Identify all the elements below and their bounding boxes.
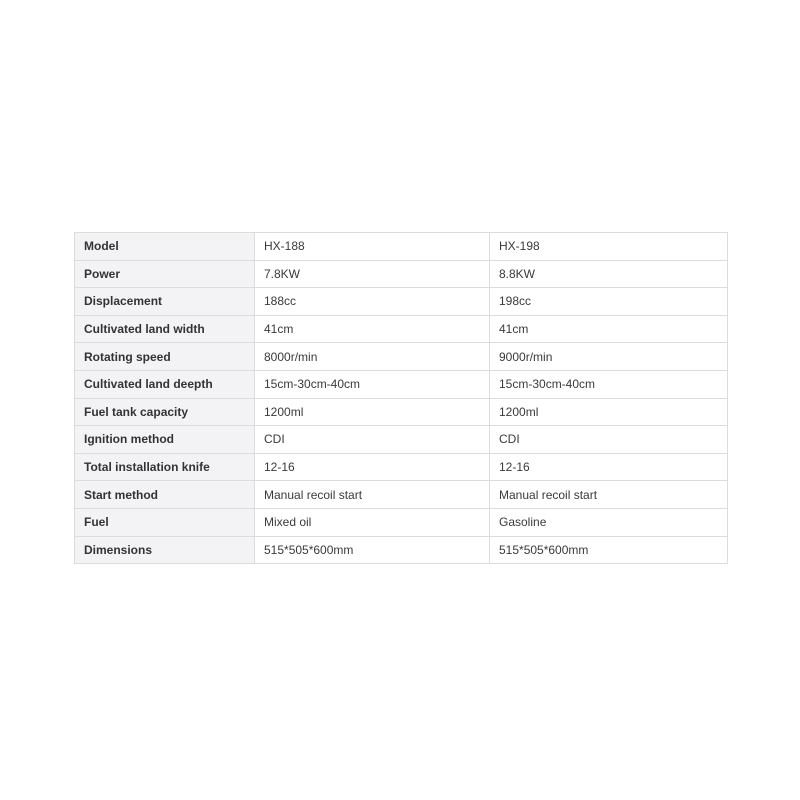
row-value-model-1: 515*505*600mm [255,536,490,564]
table-row [75,398,728,426]
row-label: Rotating speed [75,343,255,371]
row-label: Fuel [75,508,255,536]
row-label: Cultivated land deepth [75,370,255,398]
row-value-model-1: Mixed oil [255,508,490,536]
row-value-model-2: Gasoline [490,508,728,536]
row-value-model-1: 7.8KW [255,260,490,288]
table-row [75,233,728,261]
row-label: Dimensions [75,536,255,564]
row-value-model-1: 8000r/min [255,343,490,371]
table-row [75,343,728,371]
row-value-model-1: 41cm [255,315,490,343]
row-value-model-2: CDI [490,426,728,454]
row-value-model-1: CDI [255,426,490,454]
table-row [75,260,728,288]
table-row [75,453,728,481]
row-label: Model [75,233,255,261]
row-value-model-2: 15cm-30cm-40cm [490,370,728,398]
row-value-model-2: 12-16 [490,453,728,481]
row-value-model-2: 8.8KW [490,260,728,288]
row-value-model-1: 12-16 [255,453,490,481]
row-value-model-2: HX-198 [490,233,728,261]
table-row [75,315,728,343]
row-value-model-2: 515*505*600mm [490,536,728,564]
table-row [75,508,728,536]
row-label: Ignition method [75,426,255,454]
row-value-model-1: 1200ml [255,398,490,426]
row-label: Start method [75,481,255,509]
spec-table [74,232,728,564]
table-row [75,426,728,454]
table-row [75,288,728,316]
table-row [75,481,728,509]
row-label: Cultivated land width [75,315,255,343]
row-label: Displacement [75,288,255,316]
row-value-model-1: 188cc [255,288,490,316]
row-value-model-2: 198cc [490,288,728,316]
row-value-model-2: 1200ml [490,398,728,426]
table-row [75,536,728,564]
row-label: Power [75,260,255,288]
row-label: Total installation knife [75,453,255,481]
row-value-model-2: 41cm [490,315,728,343]
row-value-model-2: Manual recoil start [490,481,728,509]
row-value-model-1: 15cm-30cm-40cm [255,370,490,398]
row-value-model-2: 9000r/min [490,343,728,371]
row-label: Fuel tank capacity [75,398,255,426]
table-row [75,370,728,398]
row-value-model-1: HX-188 [255,233,490,261]
row-value-model-1: Manual recoil start [255,481,490,509]
